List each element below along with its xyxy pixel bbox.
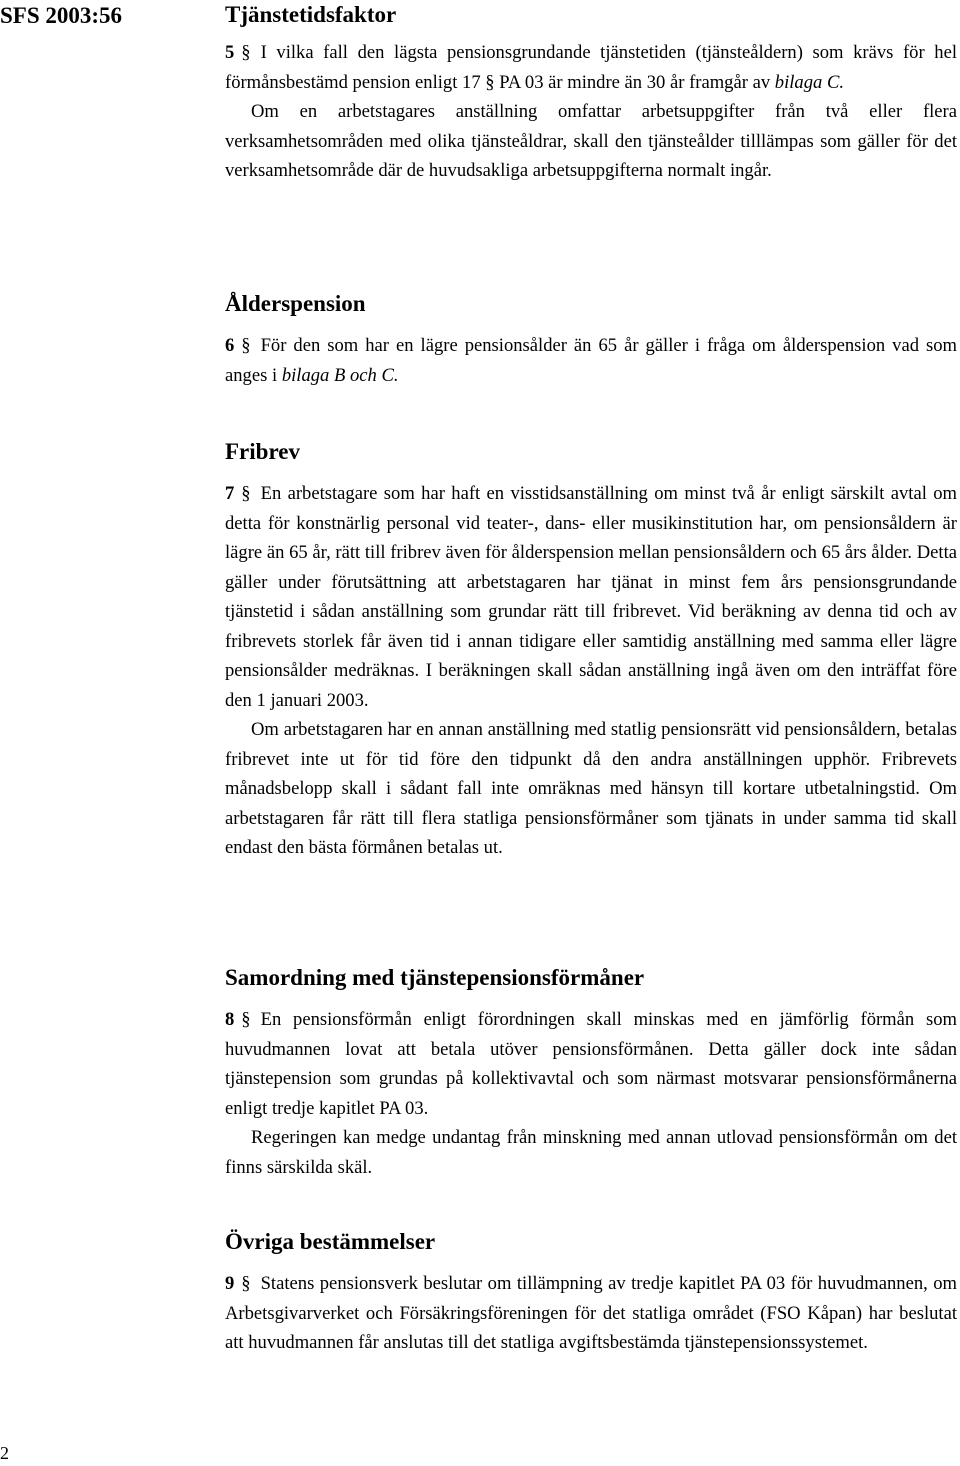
section-heading: Samordning med tjänstepensionsförmåner [225, 965, 645, 990]
paragraph-text: En pensionsförmån enligt förordningen skall minskas med en jämförlig förmån som huvudmannen lovat att betala utöver pensionsförmånen. Detta gäller dock inte sådan tjänstepension som grundas på kollektivavtal och som närmast motsvarar pensionsförmånerna enligt tredje kapitlet PA 03. [225, 1009, 957, 1119]
section-samordning [225, 963, 957, 1182]
section-number: 8 [225, 1009, 235, 1030]
section-number: 7 [225, 483, 235, 504]
paragraph-sign: § [241, 1009, 251, 1030]
bilaga-reference: bilaga C. [774, 71, 844, 93]
paragraph-text: För den som har en lägre pensionsålder än 65 år gäller i fråga om ålderspension vad som anges i [225, 335, 957, 386]
paragraph [225, 1005, 957, 1123]
page-number: 2 [0, 1443, 9, 1463]
paragraph-text: Statens pensionsverk beslutar om tillämpning av tredje kapitlet PA 03 för huvudmannen, om Arbetsgivarverket och Försäkringsföreningen för det statliga området (FSO Kåpan) har beslutat att huvudmannen får anslutas till det statliga avgiftsbestämda tjänstepensionssystemet. [225, 1273, 957, 1353]
paragraph-sign: § [241, 42, 251, 63]
section-ovriga-bestammelser [225, 1227, 957, 1358]
paragraph-text: En arbetstagare som har haft en visstidsanställning om minst två år enligt särskilt avtal om detta för konstnärlig personal vid teater-, dans- eller musikinstitution har, om pensionsåldern är lägre än 65 år, rätt till fribrev även för ålderspension mellan pensionsåldern och 65 års ålder. Detta gäller under förutsättning att arbetstagaren har tjänat in minst fem års pensionsgrundande tjänstetid i sådan anställning som grundar rätt till fribrevet. Vid beräkning av denna tid och av fribrevets storlek får även tid i annan tidigare eller samtidig anställning med samma eller lägre pensionsålder medräknas. I beräkningen skall sådan anställning ingå även om den inträffat före den 1 januari 2003. [225, 483, 957, 711]
section-heading: Ålderspension [225, 291, 366, 316]
paragraph [225, 1269, 957, 1358]
section-alderspension [225, 289, 957, 390]
paragraph-sign: § [241, 483, 251, 504]
section-heading: Fribrev [225, 439, 300, 464]
bilaga-reference: bilaga B och C. [281, 364, 399, 386]
section-heading: Tjänstetidsfaktor [225, 2, 397, 27]
section-number: 9 [225, 1273, 235, 1294]
sfs-number: SFS 2003:56 [0, 3, 123, 28]
paragraph: Regeringen kan medge undantag från minskning med annan utlovad pensionsförmån om det finns särskilda skäl. [225, 1127, 957, 1178]
paragraph [225, 38, 957, 97]
paragraph-sign: § [241, 335, 251, 356]
section-number: 6 [225, 335, 235, 356]
paragraph-text: I vilka fall den lägsta pensionsgrundande tjänstetiden (tjänsteåldern) som krävs för hel förmånsbestämd pension enligt 17 § PA 03 är mindre än 30 år framgår av [225, 42, 957, 93]
section-fribrev [225, 437, 957, 863]
paragraph: Om en arbetstagares anställning omfattar arbetsuppgifter från två eller flera verksamhetsområden med olika tjänsteåldrar, skall den tjänsteålder tilllämpas som gäller för det verksamhetsområde där de huvudsakliga arbetsuppgifterna normalt ingår. [225, 101, 957, 181]
paragraph [225, 479, 957, 715]
paragraph: Om arbetstagaren har en annan anställning med statlig pensionsrätt vid pensionsåldern, betalas fribrevet inte ut för tid före den tidpunkt då den andra anställningen upphör. Fribrevets månadsbelopp skall i sådant fall inte omräknas med hänsyn till kortare utbetalningstid. Om arbetstagaren får rätt till flera statliga pensionsförmåner som tjänats in under samma tid skall endast den bästa förmånen betalas ut. [225, 719, 957, 858]
section-tjanstetidsfaktor [225, 0, 957, 186]
paragraph [225, 331, 957, 390]
paragraph-sign: § [241, 1273, 251, 1294]
section-number: 5 [225, 42, 235, 63]
section-heading: Övriga bestämmelser [225, 1229, 436, 1254]
